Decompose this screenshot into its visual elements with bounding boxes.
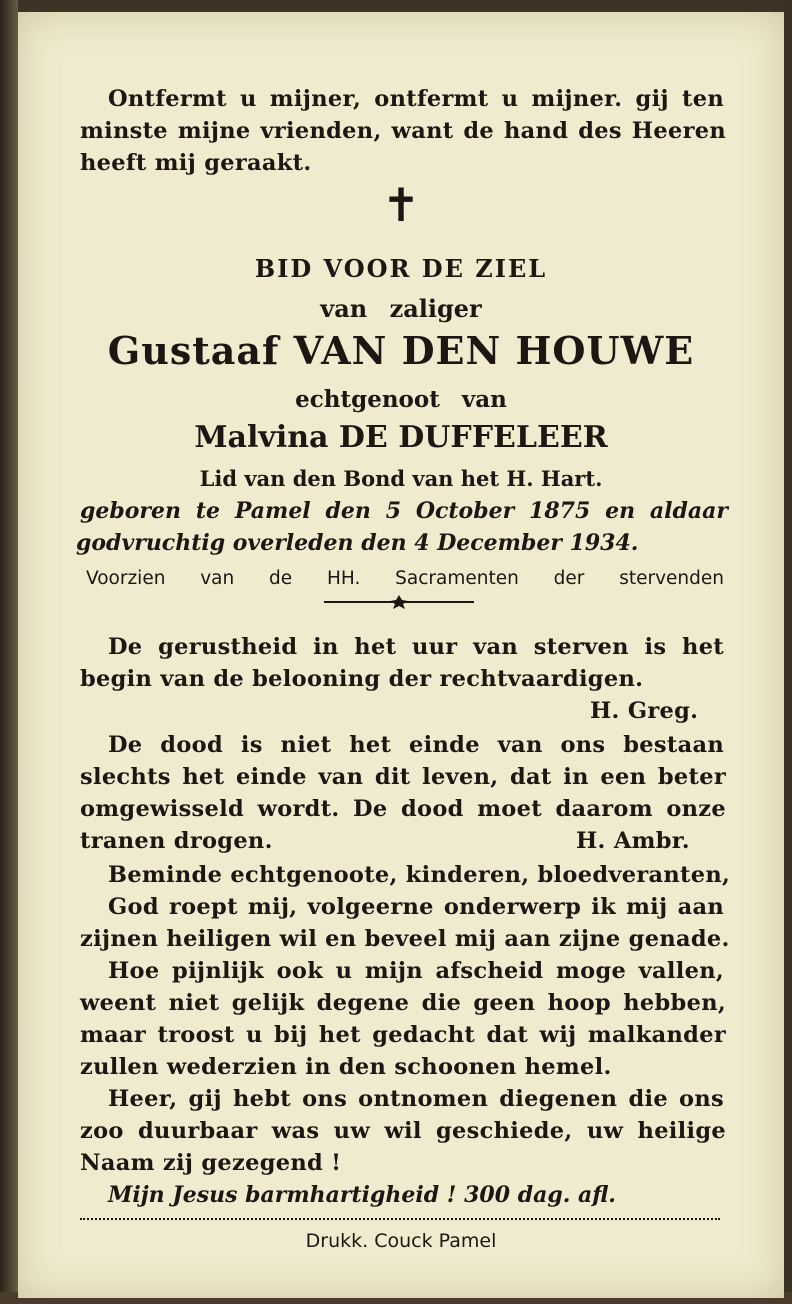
- farewell-line-1: Beminde echtgenoote, kinderen, bloedveranten,: [108, 862, 731, 888]
- prayer-card: [18, 12, 784, 1298]
- deceased-name: Gustaaf VAN DEN HOUWE: [107, 328, 695, 373]
- farewell-line-6: maar troost u bij het gedacht dat wij malkander: [80, 1022, 726, 1048]
- quote2-line-4: tranen drogen.: [80, 828, 273, 854]
- card-left-edge: [0, 0, 18, 1304]
- dotted-rule: [80, 1218, 720, 1220]
- quote1-line-2: begin van de belooning der rechtvaardigen.: [80, 666, 644, 692]
- opening-verse-line-1: Ontfermt u mijner, ontfermt u mijner. gij ten: [108, 86, 724, 112]
- indulgence: Mijn Jesus barmhartigheid ! 300 dag. afl.: [108, 1182, 616, 1208]
- farewell-line-3: zijnen heiligen wil en beveel mij aan zijne genade.: [80, 926, 730, 952]
- quote1-author: H. Greg.: [590, 698, 699, 724]
- sacraments: Voorzien van de HH. Sacramenten der stervenden: [86, 568, 724, 589]
- opening-verse-line-2: minste mijne vrienden, want de hand des Heeren: [80, 118, 726, 144]
- farewell-line-4: Hoe pijnlijk ook u mijn afscheid moge vallen,: [108, 958, 724, 984]
- farewell-line-2: God roept mij, volgeerne onderwerp ik mij aan: [108, 894, 724, 920]
- prayer-line-1: Heer, gij hebt ons ontnomen diegenen die ons: [108, 1086, 724, 1112]
- farewell-line-5: weent niet gelijk degene die geen hoop hebben,: [80, 990, 726, 1016]
- prayer-line-3: Naam zij gezegend !: [80, 1150, 342, 1176]
- farewell-line-7: zullen wederzien in den schoonen hemel.: [80, 1054, 612, 1080]
- cross-icon: ✝: [381, 178, 421, 232]
- spouse-name: Malvina DE DUFFELEER: [194, 420, 608, 455]
- subheading: van zaliger: [320, 294, 482, 323]
- quote2-author: H. Ambr.: [576, 828, 690, 854]
- quote2-line-3: omgewisseld wordt. De dood moet daarom onze: [80, 796, 726, 822]
- quote2-line-1: De dood is niet het einde van ons bestaan: [108, 732, 724, 758]
- relation: echtgenoot van: [295, 386, 507, 413]
- card-top-edge: [0, 0, 792, 12]
- heading: BID VOOR DE ZIEL: [254, 254, 548, 283]
- prayer-line-2: zoo duurbaar was uw wil geschiede, uw heilige: [80, 1118, 726, 1144]
- quote2-line-2: slechts het einde van dit leven, dat in een beter: [80, 764, 726, 790]
- membership: Lid van den Bond van het H. Hart.: [199, 466, 603, 491]
- printer-credit: Drukk. Couck Pamel: [305, 1230, 497, 1252]
- opening-verse-line-3: heeft mij geraakt.: [80, 150, 312, 176]
- quote1-line-1: De gerustheid in het uur van sterven is het: [108, 634, 724, 660]
- card-right-edge: [784, 0, 792, 1304]
- death-line: godvruchtig overleden den 4 December 1934.: [76, 530, 639, 556]
- ornamental-divider: [324, 594, 474, 610]
- birth-line: geboren te Pamel den 5 October 1875 en aldaar: [80, 498, 728, 524]
